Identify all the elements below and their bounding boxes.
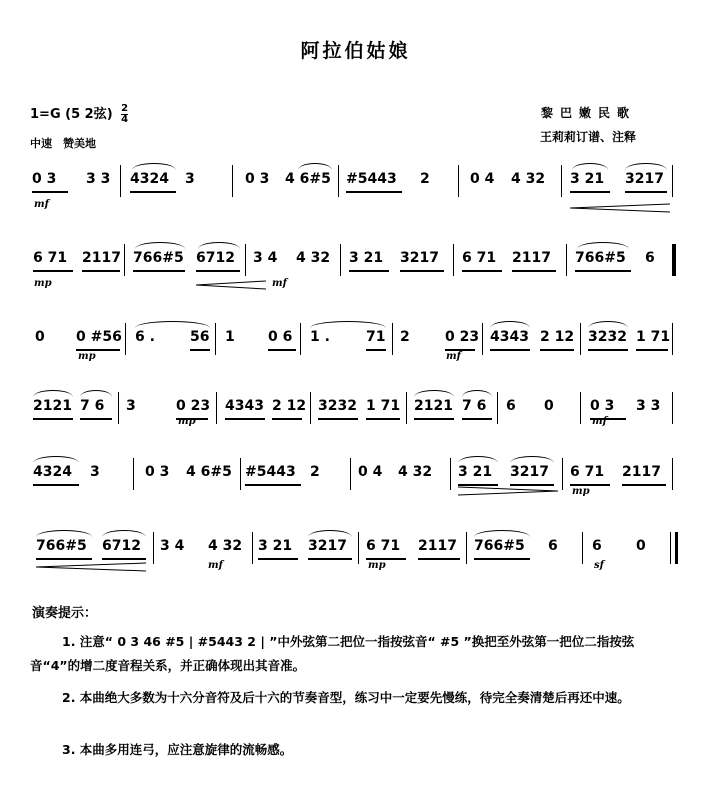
- note-group: 3217: [308, 538, 347, 554]
- bar-line: [232, 165, 233, 197]
- note-group: 0 3: [245, 171, 270, 187]
- note-group: 0 23: [445, 329, 480, 345]
- dynamic-mark: mp: [178, 416, 196, 427]
- note-group: 6: [548, 538, 558, 554]
- note-group: 0 3: [145, 464, 170, 480]
- note-group: 0 6: [268, 329, 293, 345]
- note-group: 2 12: [272, 398, 307, 414]
- note-group: 2117: [82, 250, 121, 266]
- note-group: 0: [636, 538, 646, 554]
- staff-2: [0, 234, 711, 314]
- note-group: 2: [420, 171, 430, 187]
- dynamic-mark: mf: [34, 199, 49, 210]
- tip-item: 3. 本曲多用连弓，应注意旋律的流畅感。: [62, 742, 293, 757]
- bar-line: [358, 532, 359, 564]
- bar-line: [125, 323, 126, 355]
- bar-line: [216, 392, 217, 424]
- bar-line: [466, 532, 467, 564]
- note-group: 4343: [225, 398, 264, 414]
- bar-line: [672, 458, 673, 490]
- repeat-bar-line: [672, 244, 676, 276]
- bar-line: [215, 323, 216, 355]
- bar-line: [153, 532, 154, 564]
- hairpin: [570, 203, 670, 213]
- note-group: 0 #56: [76, 329, 122, 345]
- time-signature-top: 2: [121, 103, 129, 114]
- note-group: 0 3: [590, 398, 615, 414]
- note-group: 6: [592, 538, 602, 554]
- note-group: 6 71: [366, 538, 401, 554]
- hairpin: [458, 486, 558, 496]
- note-group: 4 6#5: [186, 464, 232, 480]
- note-group: 6 71: [33, 250, 68, 266]
- key-signature: [30, 103, 128, 125]
- bar-line: [245, 244, 246, 276]
- note-group: 3 21: [458, 464, 493, 480]
- note-group: 766#5: [133, 250, 184, 266]
- note-group: 3217: [400, 250, 439, 266]
- note-group: 4 6#5: [285, 171, 331, 187]
- dynamic-mark: mf: [208, 560, 223, 571]
- note-group: 1 .: [310, 329, 330, 345]
- note-group: #5443: [245, 464, 296, 480]
- note-group: 2121: [414, 398, 453, 414]
- bar-line: [580, 392, 581, 424]
- bar-line: [133, 458, 134, 490]
- dynamic-mark: mf: [272, 278, 287, 289]
- bar-line: [240, 458, 241, 490]
- bar-line: [252, 532, 253, 564]
- note-group: 6 71: [570, 464, 605, 480]
- note-group: 6 .: [135, 329, 155, 345]
- note-group: 7 6: [80, 398, 105, 414]
- final-bar-line: [670, 532, 678, 564]
- note-group: 4 32: [398, 464, 433, 480]
- note-group: 4324: [130, 171, 169, 187]
- dynamic-mark: mp: [78, 351, 96, 362]
- bar-line: [561, 165, 562, 197]
- note-group: 2: [400, 329, 410, 345]
- dynamic-mark: mp: [34, 278, 52, 289]
- note-group: 0 23: [176, 398, 211, 414]
- note-group: 0 4: [358, 464, 383, 480]
- bar-line: [562, 458, 563, 490]
- time-signature-bottom: 4: [121, 114, 129, 125]
- note-group: 3 3: [636, 398, 661, 414]
- note-group: 3 3: [86, 171, 111, 187]
- bar-line: [582, 532, 583, 564]
- bar-line: [672, 392, 673, 424]
- note-group: 0 4: [470, 171, 495, 187]
- hairpin: [36, 562, 146, 572]
- tuning-label: (5 2弦): [65, 107, 113, 122]
- note-group: 2117: [418, 538, 457, 554]
- note-group: 766#5: [474, 538, 525, 554]
- note-group: 4343: [490, 329, 529, 345]
- staff-6: [0, 522, 711, 602]
- note-group: 3 4: [253, 250, 278, 266]
- bar-line: [672, 323, 673, 355]
- note-group: 3232: [588, 329, 627, 345]
- bar-line: [340, 244, 341, 276]
- note-group: 6: [506, 398, 516, 414]
- note-group: 0 3: [32, 171, 57, 187]
- note-group: #5443: [346, 171, 397, 187]
- bar-line: [672, 165, 673, 197]
- note-group: 3 21: [258, 538, 293, 554]
- note-group: 3: [90, 464, 100, 480]
- note-group: 2117: [622, 464, 661, 480]
- note-group: 0: [35, 329, 45, 345]
- dynamic-mark: mp: [368, 560, 386, 571]
- staff-1: [0, 155, 711, 235]
- time-signature: [121, 104, 128, 125]
- bar-line: [450, 458, 451, 490]
- note-group: 2117: [512, 250, 551, 266]
- bar-line: [566, 244, 567, 276]
- bar-line: [482, 323, 483, 355]
- hairpin: [196, 280, 266, 290]
- bar-line: [392, 323, 393, 355]
- tips-heading: 演奏提示：: [32, 606, 98, 621]
- note-group: 766#5: [575, 250, 626, 266]
- tempo-marking: 中速 赞美地: [30, 137, 96, 150]
- note-group: 766#5: [36, 538, 87, 554]
- note-group: 3 21: [349, 250, 384, 266]
- note-group: 1 71: [636, 329, 671, 345]
- bar-line: [580, 323, 581, 355]
- dynamic-mark: mf: [446, 351, 461, 362]
- bar-line: [406, 392, 407, 424]
- bar-line: [458, 165, 459, 197]
- bar-line: [120, 165, 121, 197]
- note-group: 1: [225, 329, 235, 345]
- piece-title: 阿拉伯姑娘: [300, 40, 411, 62]
- dynamic-mark: mp: [572, 486, 590, 497]
- note-group: 3 4: [160, 538, 185, 554]
- note-group: 2121: [33, 398, 72, 414]
- note-group: 3217: [510, 464, 549, 480]
- staff-5: [0, 448, 711, 528]
- tip-item: 1. 注意“ 0 3 46 #5 | #5443 2 | ”中外弦第二把位一指按弦音“ #5 ”换把至外弦第一把位二指按弦音“4”的增二度音程关系，并正确体现出其音准。: [30, 634, 635, 673]
- staff-3: [0, 313, 711, 393]
- note-group: 3: [126, 398, 136, 414]
- note-group: 6: [645, 250, 655, 266]
- dynamic-mark: sf: [594, 560, 604, 571]
- note-group: 1 71: [366, 398, 401, 414]
- bar-line: [310, 392, 311, 424]
- note-group: 6712: [196, 250, 235, 266]
- note-group: 4 32: [511, 171, 546, 187]
- note-group: 2 12: [540, 329, 575, 345]
- note-group: 7 6: [462, 398, 487, 414]
- bar-line: [300, 323, 301, 355]
- note-group: 3: [185, 171, 195, 187]
- dynamic-mark: mf: [592, 416, 607, 427]
- note-group: 6712: [102, 538, 141, 554]
- note-group: 71: [366, 329, 386, 345]
- song-origin: 黎巴嫩民歌: [541, 106, 637, 120]
- note-group: 4 32: [296, 250, 331, 266]
- bar-line: [338, 165, 339, 197]
- bar-line: [350, 458, 351, 490]
- bar-line: [118, 392, 119, 424]
- bar-line: [497, 392, 498, 424]
- note-group: 3 21: [570, 171, 605, 187]
- bar-line: [124, 244, 125, 276]
- note-group: 0: [544, 398, 554, 414]
- key-label: 1=G: [30, 107, 61, 122]
- note-group: 4324: [33, 464, 72, 480]
- note-group: 56: [190, 329, 210, 345]
- note-group: 3217: [625, 171, 664, 187]
- bar-line: [453, 244, 454, 276]
- note-group: 4 32: [208, 538, 243, 554]
- note-group: 2: [310, 464, 320, 480]
- arranger-credit: 王莉莉订谱、注释: [540, 130, 637, 144]
- note-group: 3232: [318, 398, 357, 414]
- note-group: 6 71: [462, 250, 497, 266]
- tip-item: 2. 本曲绝大多数为十六分音符及后十六的节奏音型，练习中一定要先慢练，待完全奏清楚后再还中速。: [62, 690, 630, 705]
